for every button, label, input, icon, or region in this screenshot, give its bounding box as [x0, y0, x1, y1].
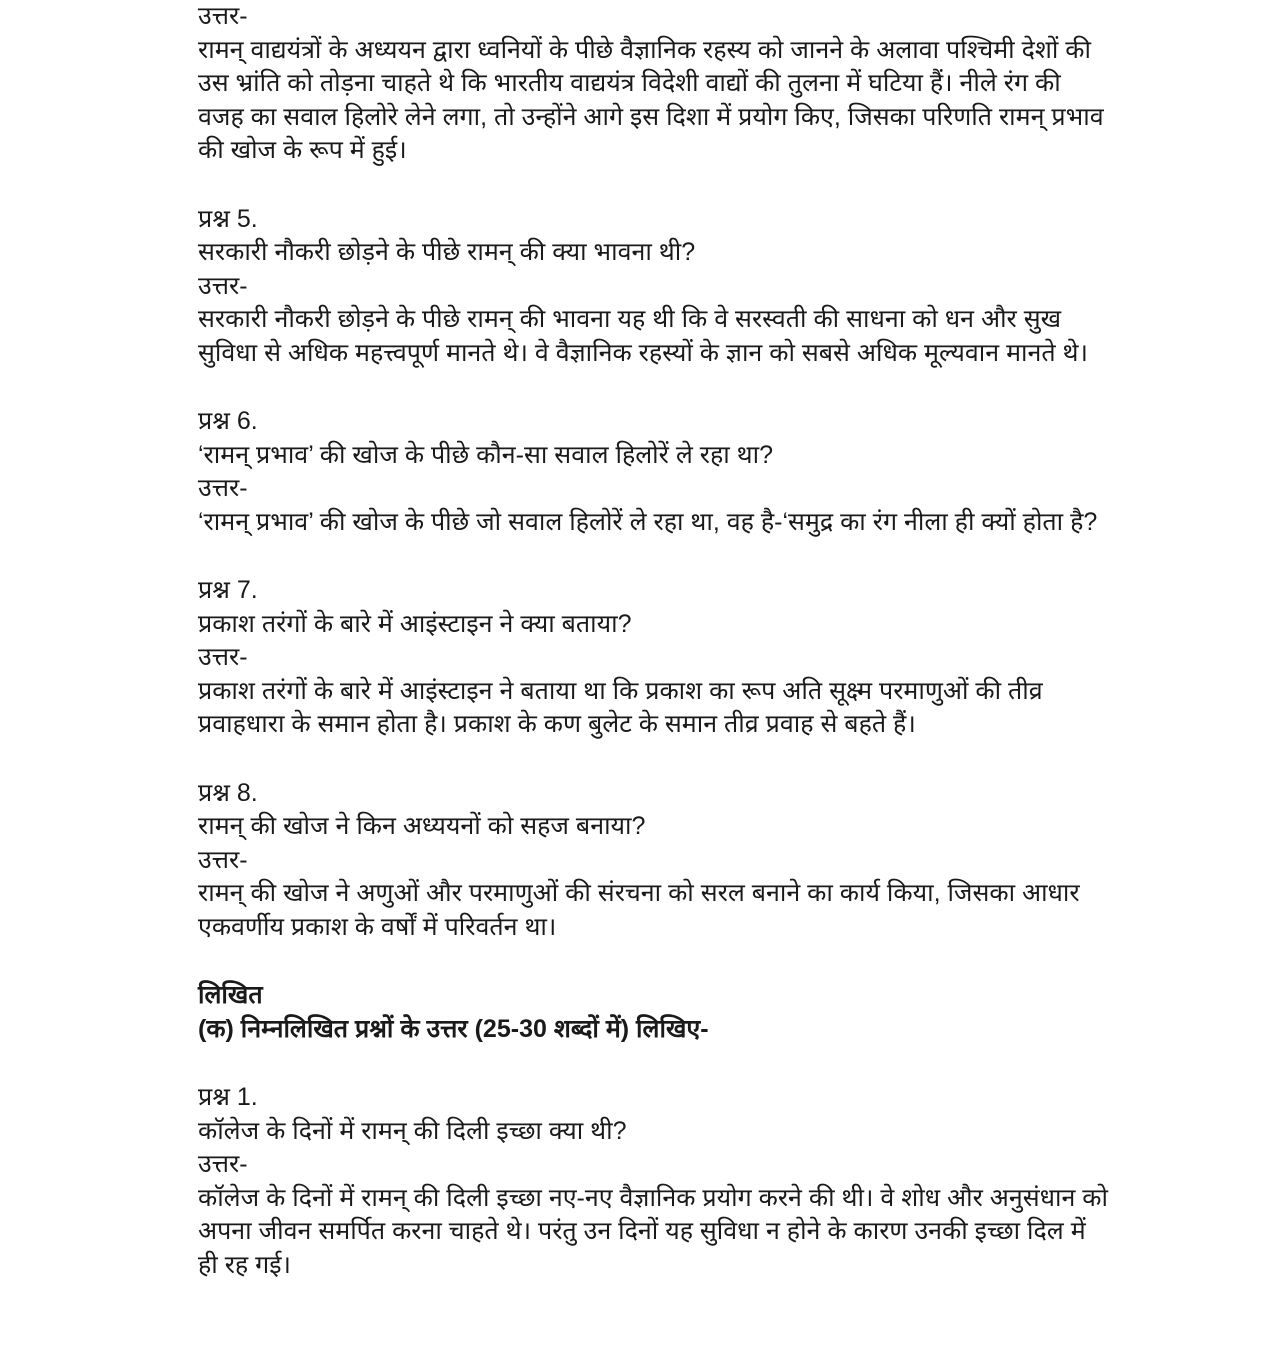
document-page [198, 0, 1198, 1282]
answer-line: प्रकाश तरंगों के बारे में आइंस्टाइन ने बताया था कि प्रकाश का रूप अति सूक्ष्म परमाणुओं की तीव्र [198, 676, 1043, 705]
answer-line: सुविधा से अधिक महत्त्वपूर्ण मानते थे। वे वैज्ञानिक रहस्यों के ज्ञान को सबसे अधिक मूल्यवान मानते थे। [198, 338, 1089, 367]
question-block [198, 574, 1198, 742]
section-block [198, 979, 1198, 1046]
answer-line: ही रह गई। [198, 1250, 291, 1279]
answer-line: सरकारी नौकरी छोड़ने के पीछे रामन् की भावना यह थी कि वे सरस्वती की साधना को धन और सुख [198, 305, 1062, 333]
question-text: सरकारी नौकरी छोड़ने के पीछे रामन् की क्या भावना थी? [198, 238, 696, 266]
section-instruction: (क) निम्नलिखित प्रश्नों के उत्तर (25-30 शब्दों में) लिखिए- [198, 1014, 709, 1043]
answer-label: उत्तर- [198, 1150, 248, 1178]
question-number: प्रश्न 5. [198, 204, 258, 233]
answer-line: एकवर्णीय प्रकाश के वर्षों में परिवर्तन था। [198, 912, 557, 941]
question-text: ‘रामन् प्रभाव’ की खोज के पीछे कौन-सा सवाल हिलोरें ले रहा था? [198, 440, 773, 469]
answer-label: उत्तर- [198, 474, 248, 502]
answer-label: उत्तर- [198, 271, 248, 300]
section-heading: लिखित [198, 981, 263, 1009]
question-number: प्रश्न 6. [198, 407, 258, 435]
answer-label: उत्तर- [198, 643, 248, 671]
answer-block [198, 0, 1198, 168]
answer-line: अपना जीवन समर्पित करना चाहते थे। परंतु उन दिनों यह सुविधा न होने के कारण उनकी इच्छा दिल में [198, 1217, 1086, 1245]
answer-label: उत्तर- [198, 845, 248, 874]
answer-line: की खोज के रूप में हुई। [198, 136, 407, 164]
answer-line: ‘रामन् प्रभाव’ की खोज के पीछे जो सवाल हिलोरें ले रहा था, वह है-‘समुद्र का रंग नीला ही क्यों होता है? [198, 507, 1098, 536]
answer-line: रामन् की खोज ने अणुओं और परमाणुओं की संरचना को सरल बनाने का कार्य किया, जिसका आधार [198, 879, 1080, 907]
question-block [198, 203, 1198, 371]
question-number: प्रश्न 8. [198, 778, 258, 807]
question-block [198, 405, 1198, 539]
question-text: प्रकाश तरंगों के बारे में आइंस्टाइन ने क्या बताया? [198, 609, 632, 638]
question-block [198, 777, 1198, 945]
question-number: प्रश्न 1. [198, 1083, 258, 1111]
answer-label: उत्तर- [198, 2, 248, 30]
answer-line: उस भ्रांति को तोड़ना चाहते थे कि भारतीय वाद्ययंत्र विदेशी वाद्यों की तुलना में घटिया हैं। नीले रंग की [198, 69, 1061, 97]
question-number: प्रश्न 7. [198, 576, 258, 604]
question-block [198, 1081, 1198, 1282]
question-text: कॉलेज के दिनों में रामन् की दिली इच्छा क्या थी? [198, 1116, 627, 1145]
question-text: रामन् की खोज ने किन अध्ययनों को सहज बनाया? [198, 812, 646, 840]
answer-line: प्रवाहधारा के समान होता है। प्रकाश के कण बुलेट के समान तीव्र प्रवाह से बहते हैं। [198, 710, 916, 738]
answer-line: कॉलेज के दिनों में रामन् की दिली इच्छा नए-नए वैज्ञानिक प्रयोग करने की थी। वे शोध और अनुसंधान को [198, 1183, 1108, 1212]
answer-line: रामन् वाद्ययंत्रों के अध्ययन द्वारा ध्वनियों के पीछे वैज्ञानिक रहस्य को जानने के अलावा पश्चिमी देशों की [198, 35, 1091, 64]
answer-line: वजह का सवाल हिलोरे लेने लगा, तो उन्होंने आगे इस दिशा में प्रयोग किए, जिसका परिणति रामन् प्रभाव [198, 102, 1104, 131]
